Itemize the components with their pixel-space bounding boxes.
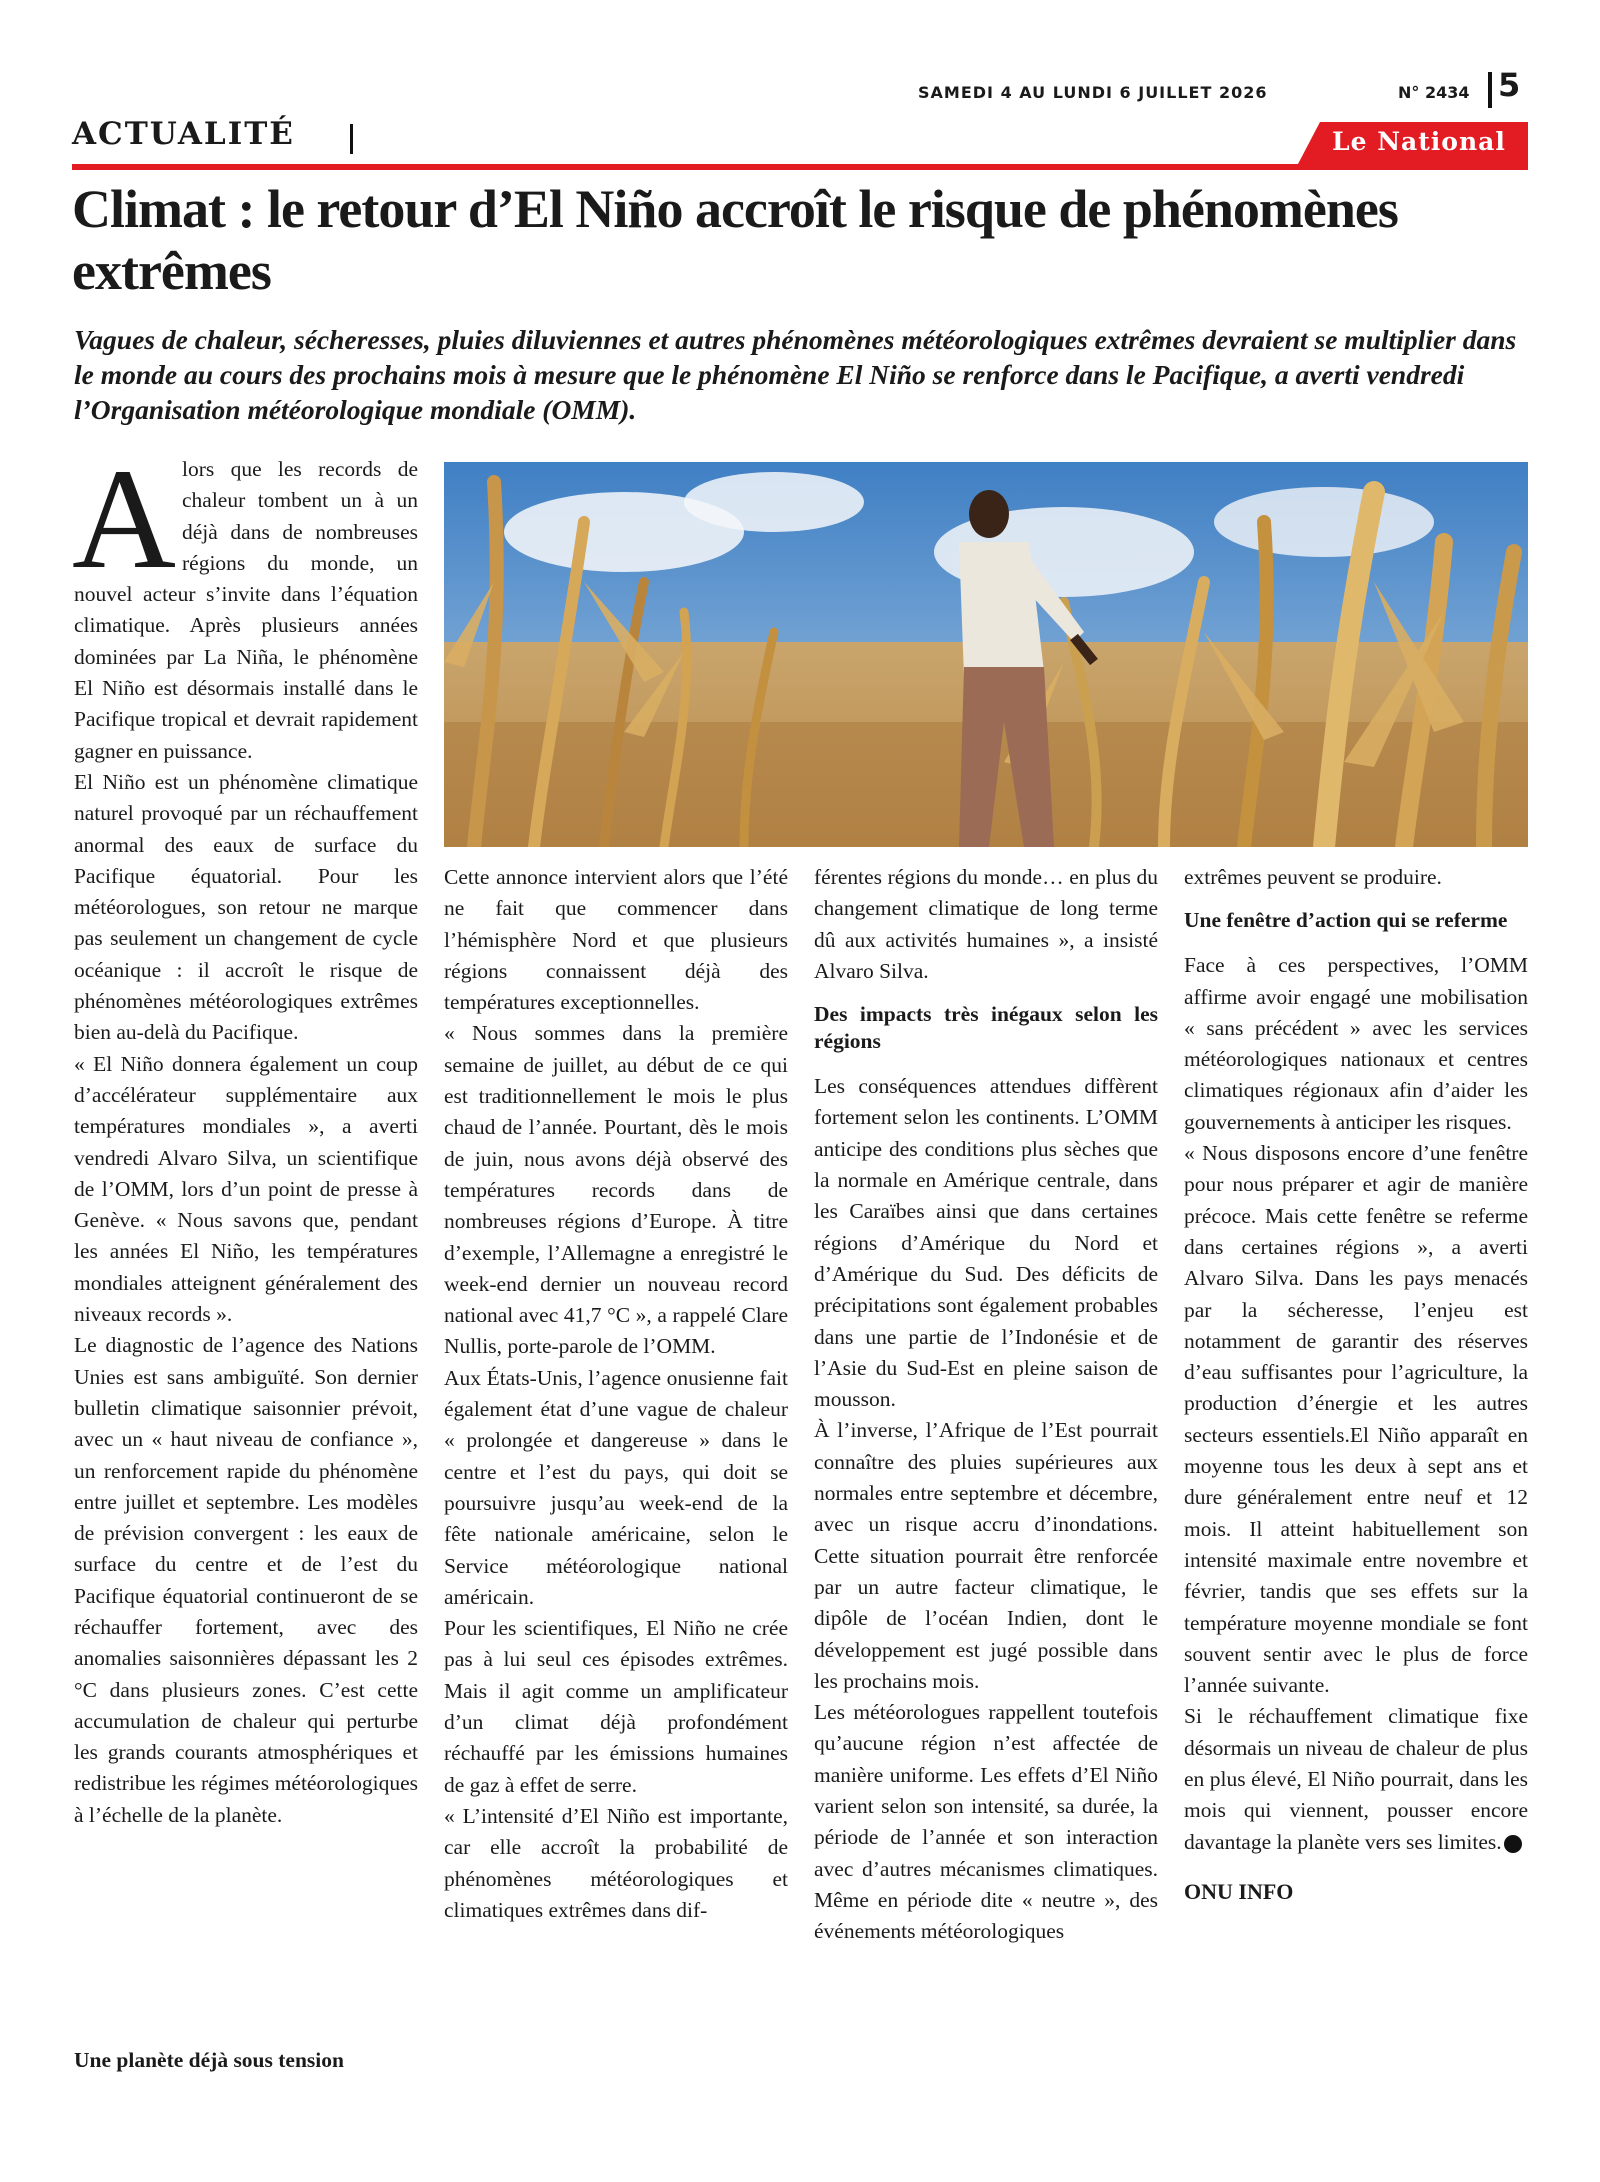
paragraph: El Niño est un phénomène climatique naturel provoqué par un réchauffement anormal des eaux de surface du Pacifique équatorial. Pour les météorologues, son retour ne marque pas seulement un changement de cycle océanique : il accroît le risque de phénomènes météorologiques extrêmes bien au-delà du Pacifique.: [74, 769, 418, 1045]
column-4: [1184, 862, 1528, 1907]
paragraph: férentes régions du monde… en plus du changement climatique de long terme dû aux activités humaines », a insisté Alvaro Silva.: [814, 865, 1158, 983]
header-rule: [72, 164, 1528, 170]
section-divider: [350, 124, 353, 154]
subheading: Des impacts très inégaux selon les régions: [814, 1002, 1158, 1054]
section-label: ACTUALITÉ: [72, 116, 295, 152]
paragraph: Pour les scientifiques, El Niño ne crée pas à lui seul ces épisodes extrêmes. Mais il agit comme un amplificateur d’un climat déjà profondément réchauffé par les émissions humaines de gaz à effet de serre.: [444, 1616, 788, 1797]
paragraph: « L’intensité d’El Niño est importante, car elle accroît la probabilité de phénomènes météorologiques et climatiques extrêmes dans dif-: [444, 1803, 788, 1922]
paragraph: « El Niño donnera également un coup d’accélérateur supplémentaire aux températures mondiales », a averti vendredi Alvaro Silva, un scientifique de l’OMM, lors d’un point de presse à Genève. « Nous savons que, pendant les années El Niño, les températures mondiales atteignent généralement des niveaux records ».: [74, 1051, 418, 1327]
paragraph: À l’inverse, l’Afrique de l’Est pourrait connaître des pluies supérieures aux normales entre septembre et décembre, avec un risque accru d’inondations. Cette situation pourrait être renforcée par un autre facteur climatique, le dipôle de l’océan Indien, dont le développement est jugé possible dans les prochains mois.: [814, 1418, 1158, 1693]
paragraph: Cette annonce intervient alors que l’été ne fait que commencer dans l’hémisphère Nord et que plusieurs régions connaissent déjà des températures exceptionnelles.: [444, 865, 788, 1015]
headline: Climat : le retour d’El Niño accroît le risque de phénomènes extrêmes: [72, 179, 1398, 301]
paragraph: Les météorologues rappellent toutefois qu’aucune région n’est affectée de manière uniforme. Les effets d’El Niño varient selon son intensité, sa durée, la période de l’année et son interaction avec d’autres mécanismes climatiques. Même en période dite « neutre », des événements météorologiques: [814, 1700, 1158, 1944]
page-number: 5: [1498, 66, 1521, 104]
paragraph: Le diagnostic de l’agence des Nations Unies est sans ambiguïté. Son dernier bulletin climatique saisonnier prévoit, avec un « haut niveau de confiance », un renforcement rapide du phénomène entre juillet et septembre. Les modèles de prévision convergent : les eaux de surface du centre et de l’est du Pacifique équatorial continueront de se réchauffer fortement, avec des anomalies saisonnières dépassant les 2 °C dans plusieurs zones. C’est cette accumulation de chaleur qui perturbe les grands courants atmosphériques et redistribue les régimes météorologiques à l’échelle de la planète.: [74, 1333, 418, 1827]
column-3: [814, 862, 1158, 1948]
brand-name: Le National: [1332, 127, 1506, 156]
paragraph: [1184, 1701, 1528, 1857]
paragraph: lors que les records de chaleur tombent un à un déjà dans de nombreuses régions du monde, un nouvel acteur s’invite dans l’équation climatique. Après plusieurs années dominées par La Niña, le phénomène El Niño est désormais installé dans le Pacifique tropical et devrait rapidement gagner en puissance.: [74, 457, 418, 763]
paragraph: « Nous sommes dans la première semaine de juillet, au début de ce qui est traditionnellement le mois le plus chaud de l’année. Pourtant, dès le mois de juin, nous avons déjà observé des températures records dans de nombreuses régions d’Europe. À titre d’exemple, l’Allemagne a enregistré le week-end dernier un nouveau record national avec 41,7 °C », a rappelé Clare Nullis, porte-parole de l’OMM.: [444, 1021, 788, 1359]
page-divider: [1488, 72, 1492, 108]
issue-number: N° 2434: [1398, 83, 1470, 102]
subheading: Une fenêtre d’action qui se referme: [1184, 908, 1508, 933]
dateline: SAMEDI 4 AU LUNDI 6 JUILLET 2026: [918, 83, 1268, 102]
subheading: Une planète déjà sous tension: [74, 2048, 344, 2072]
article-photo: [444, 462, 1528, 847]
end-mark-icon: [1504, 1835, 1522, 1853]
lede: Vagues de chaleur, sécheresses, pluies diluviennes et autres phénomènes météorologiques extrêmes devraient se multiplier dans le monde au cours des prochains mois à mesure que le phénomène El Niño se renforce dans le Pacifique, a averti vendredi l’Organisation météorologique mondiale (OMM).: [74, 324, 1517, 425]
paragraph: Face à ces perspectives, l’OMM affirme avoir engagé une mobilisation « sans précédent » avec les services météorologiques nationaux et centres climatiques régionaux afin d’aider les gouvernements à anticiper les risques.: [1184, 953, 1528, 1134]
paragraph: extrêmes peuvent se produire.: [1184, 865, 1442, 889]
drop-cap: A: [72, 440, 176, 599]
paragraph: Les conséquences attendues diffèrent fortement selon les continents. L’OMM anticipe des conditions plus sèches que la normale en Amérique centrale, dans les Caraïbes ainsi que dans certaines régions d’Amérique du Nord et d’Amérique du Sud. Des déficits de précipitations sont également probables dans une partie de l’Indonésie et de l’Asie du Sud-Est en pleine saison de mousson.: [814, 1074, 1158, 1412]
paragraph: « Nous disposons encore d’une fenêtre pour nous préparer et agir de manière précoce. Mais cette fenêtre se referme dans certaines régions », a averti Alvaro Silva. Dans les pays menacés par la sécheresse, l’enjeu est notamment de garantir des réserves d’eau suffisantes pour l’agriculture, la production d’énergie et les autres secteurs essentiels.El Niño apparaît en moyenne tous les deux à sept ans et dure généralement entre neuf et 12 mois. Il atteint habituellement son intensité maximale entre novembre et février, tandis que ses effets sur la température moyenne mondiale se font souvent sentir avec le plus de force l’année suivante.: [1184, 1141, 1528, 1698]
paragraph-text: Si le réchauffement climatique fixe désormais un niveau de chaleur de plus en plus élevé, El Niño pourrait, dans les mois qui viennent, pousser encore davantage la planète vers ses limites.: [1184, 1704, 1528, 1854]
column-2: [444, 862, 788, 1926]
drought-field-image: [444, 462, 1528, 847]
column-1: [72, 440, 418, 1831]
paragraph: Aux États-Unis, l’agence onusienne fait également état d’une vague de chaleur « prolongée et dangereuse » dans le centre et l’est du pays, qui doit se poursuivre jusqu’au week-end de la fête nationale américaine, selon le Service météorologique national américain.: [444, 1365, 788, 1609]
signature: ONU INFO: [1184, 1878, 1294, 1904]
